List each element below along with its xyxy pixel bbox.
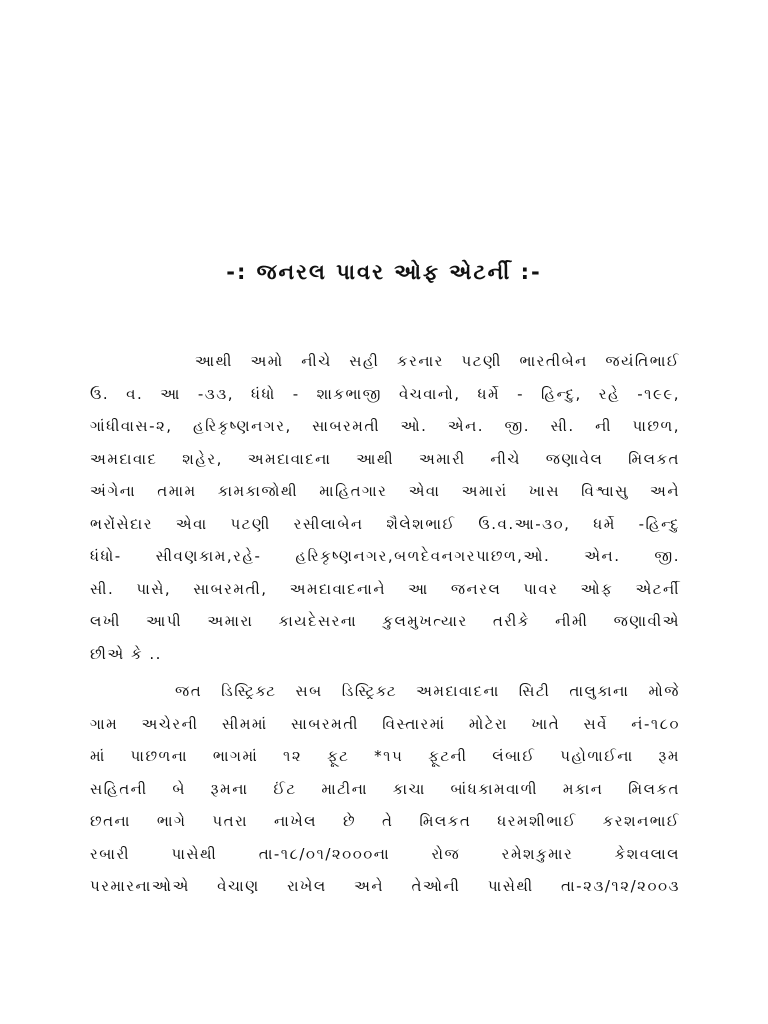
paragraph-2-line: ગામ અચેરની સીમમાં સાબરમતી વિસ્તારમાં મોટેરા ખાતે સર્વે નં-૧૮૦ [90, 714, 680, 733]
paragraph-1-line: આથી અમો નીચે સહી કરનાર પટણી ભારતીબેન જયંતિભાઈ [195, 352, 680, 370]
paragraph-2-line: પરમારનાઓએ વેચાણ રાખેલ અને તેઓની પાસેથી તા-૨૩/૧૨/૨૦૦૩ [90, 877, 680, 895]
paragraph-1-line: ઉ. વ. આ -૩૩, ધંધો - શાકભાજી વેચવાનો, ધર્મે - હિન્દુ, રહે -૧૯૯, [90, 384, 680, 403]
paragraph-2-line: રબારી પાસેથી તા-૧૮/૦૧/૨૦૦૦ના રોજ રમેશકુમાર કેશવલાલ [90, 844, 680, 863]
paragraph-1-line: સી. પાસે, સાબરમતી, અમદાવાદનાને આ જનરલ પાવર ઓફ એટર્ની [90, 579, 680, 598]
paragraph-2-line: સહિતની બે રૂમના ઈંટ માટીના કાચા બાંધકામવાળી મકાન મિલકત [90, 779, 680, 798]
paragraph-1-line: ભરોંસેદાર એવા પટણી રસીલાબેન શૈલેશભાઈ ઉ.વ.આ-૩૦, ધર્મે -હિન્દુ [90, 514, 680, 533]
paragraph-1-line: ગાંધીવાસ-૨, હરિકૃષ્ણનગર, સાબરમતી ઓ. એન. જી. સી. ની પાછળ, [90, 417, 680, 435]
document-title: -: જનરલ પાવર ઓફ એટર્ની :- [226, 260, 542, 284]
paragraph-2-line: છતના ભાગે પતરા નાખેલ છે તે મિલકત ધરમશીભાઈ કરશનભાઈ [90, 812, 680, 830]
paragraph-1-line: અંગેના તમામ કામકાજોથી માહિતગાર એવા અમારાં ખાસ વિશ્વાસુ અને [90, 482, 680, 500]
paragraph-1-line: લખી આપી અમારા કાયદેસરના કુલમુખત્યાર તરીકે નીમી જણાવીએ [90, 612, 680, 630]
paragraph-1 [90, 345, 680, 670]
paragraph-1-line: છીએ કે .. [90, 644, 162, 663]
paragraph-2-line: જત ડિસ્ટ્રિક્ટ સબ ડિસ્ટ્રિક્ટ અમદાવાદના સિટી તાલુકાના મોજે [175, 682, 680, 700]
paragraph-1-line: અમદાવાદ શહેર, અમદાવાદના આથી અમારી નીચે જણાવેલ મિલકત [90, 449, 680, 468]
paragraph-2 [90, 675, 680, 903]
paragraph-1-line: ધંધો- સીવણકામ,રહે- હરિકૃષ્ણનગર,બળદેવનગરપાછળ,ઓ. એન. જી. [90, 547, 680, 565]
paragraph-2-line: માં પાછળના ભાગમાં ૧૨ ફૂટ *૧૫ ફૂટની લંબાઈ પહોળાઈના રૂમ [90, 747, 680, 765]
